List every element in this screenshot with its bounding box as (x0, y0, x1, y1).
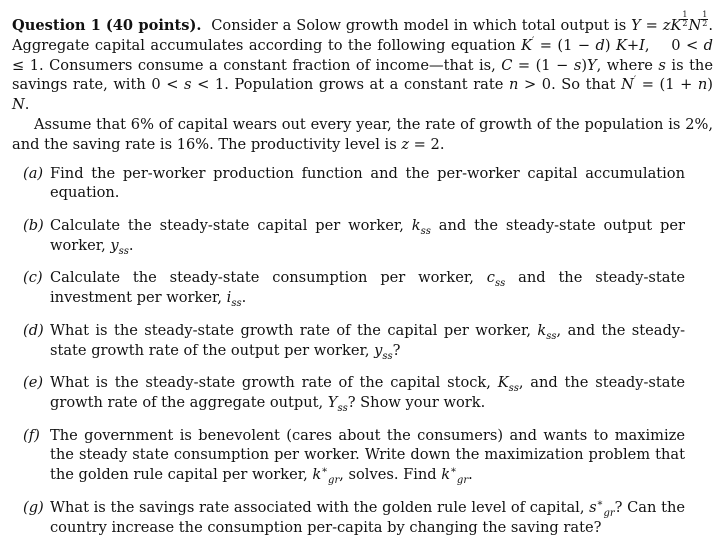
subquestion-g (12, 498, 713, 537)
question-points: (40 points). (105, 17, 202, 34)
question-intro: Question 1 (40 points). Consider a Solow growth model in which total output is Y = zK $\frac{1}{2}$ N $\frac{1}{2}$ . Aggregate capital accumulates according to the following equation K′ = (1 − d) K+I, 0 < d ≤ 1. Consumers consume a constant fraction of income—that is, C = (1 − s)Y, where s is the savings rate, with 0 < s < 1. Population grows at a constant rate n > 0. So that N′ = (1 + n) N. (12, 10, 713, 114)
assumptions-text: Assume that 6% of capital wears out every year, the rate of growth of the population is 2%, and the saving rate is 16%. The productivity level is (12, 115, 713, 153)
intro-text-5: is the savings rate, with (12, 56, 713, 94)
subquestion-list (12, 164, 713, 537)
subquestion-text: Calculate the steady-state consumption per worker, $c_{ss}$ and the steady-state investment per worker, $i_{ss}$. (50, 269, 685, 310)
subquestion-f (12, 426, 713, 485)
intro-text-2: Aggregate capital accumulates according to the following equation (12, 36, 522, 54)
capital-accumulation-equation: K (521, 36, 533, 54)
subquestion-label: (f) (23, 426, 40, 444)
question-title: Question 1 (12, 17, 101, 34)
intro-text-7: . So that (551, 76, 622, 94)
subquestion-text: What is the savings rate associated with the golden rule level of capital, $s^∗_{gr}$? Can the country increase the consumption per-capita by changing the saving rate? (50, 497, 685, 536)
subquestion-text: What is the steady-state growth rate of the capital stock, $K_{ss}$, and the steady-state growth rate of the aggregate output, $Y_{ss}$? Show your work. (50, 374, 685, 414)
subquestion-text: What is the steady-state growth rate of the capital per worker, $k_{ss}$, and the steady-state growth rate of the output per worker, $y_{ss}$? (50, 321, 685, 362)
subquestion-label: (c) (23, 269, 43, 287)
intro-text-1: Consider a Solow growth model in which total output is (211, 17, 632, 34)
intro-text-6: . Population grows at a constant rate (224, 76, 509, 94)
subquestion-text: Find the per-worker production function and the per-worker capital accumulation equation. (50, 164, 685, 202)
population-equation: N (621, 76, 634, 94)
production-function: Y (631, 17, 641, 34)
subquestion-label: (g) (23, 498, 44, 516)
intro-text-3: Consumers consume a constant fraction of income—that is, (49, 56, 502, 74)
productivity-level: z (401, 135, 410, 153)
subquestion-d (12, 321, 713, 361)
intro-text-4: , where (596, 56, 659, 74)
subquestion-label: (b) (23, 216, 44, 234)
subquestion-text: Calculate the steady-state capital per worker, $k_{ss}$ and the steady-state output per worker, $y_{ss}$. (50, 216, 685, 257)
subquestion-b (12, 216, 713, 256)
subquestion-label: (a) (23, 164, 44, 182)
subquestion-label: (e) (23, 374, 44, 392)
subquestion-c (12, 268, 713, 308)
consumption-equation: C (501, 56, 513, 74)
subquestion-e (12, 373, 713, 413)
subquestion-label: (d) (23, 321, 44, 339)
assumptions-paragraph: Assume that 6% of capital wears out every year, the rate of growth of the population is 2%, and the saving rate is 16%. The productivity level is z = 2. (12, 115, 713, 153)
subquestion-a (12, 164, 713, 204)
subquestion-text: The government is benevolent (cares about the consumers) and wants to maximize the steady state consumption per worker. Write down the maximization problem that the golden rule capital per worker, $k^∗_{gr}$, solves. Find $k^∗_{gr}$. (50, 426, 685, 487)
